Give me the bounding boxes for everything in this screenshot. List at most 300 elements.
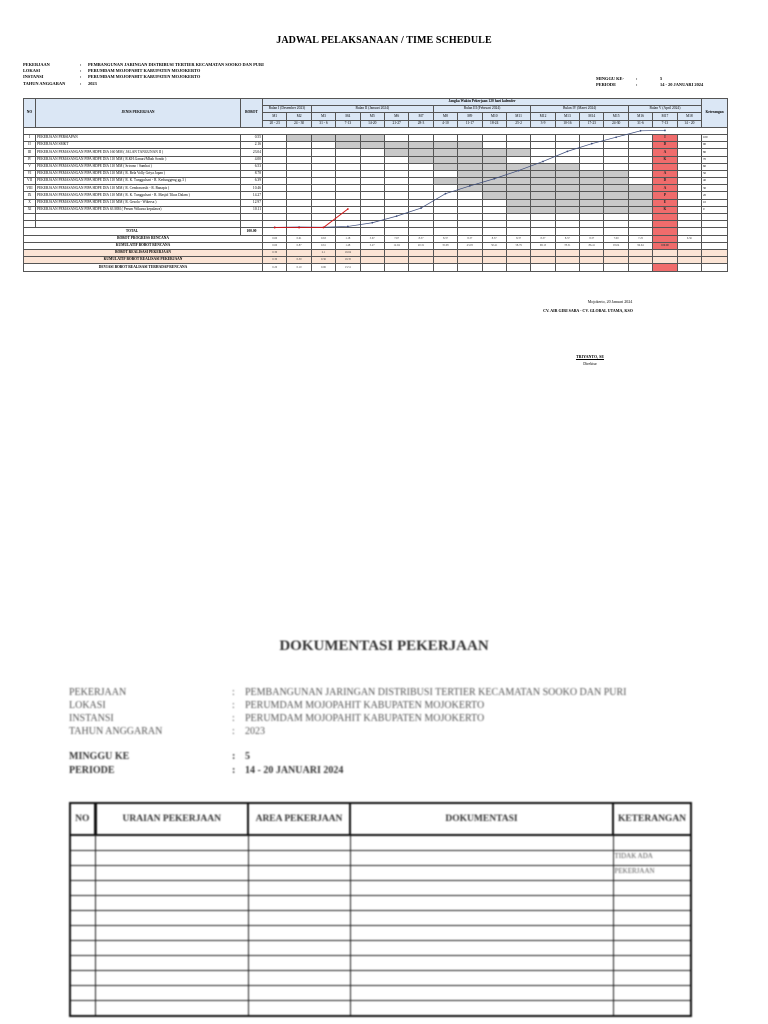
date-header: 31 - 6 xyxy=(311,120,335,127)
week-header: M17 xyxy=(653,113,677,120)
minggu-value: 5 xyxy=(245,751,250,762)
summary-value: 8.37 xyxy=(482,235,506,242)
doc-row xyxy=(70,941,691,956)
week-header: M13 xyxy=(555,113,579,120)
week-header: M5 xyxy=(360,113,384,120)
week-cell xyxy=(506,192,530,199)
summary-value: 20.31 xyxy=(409,242,433,249)
doc-cell xyxy=(95,851,248,866)
summary-value: 0.60 xyxy=(263,235,287,242)
summary-value xyxy=(360,264,384,271)
info-label: INSTANSI xyxy=(23,74,44,80)
empty-cell xyxy=(702,221,728,228)
doc-cell xyxy=(70,911,95,926)
doc-cell xyxy=(350,971,613,986)
week-cell xyxy=(336,192,360,199)
header-row xyxy=(24,99,728,106)
week-cell xyxy=(482,178,506,185)
keterangan-cell: 80 xyxy=(702,149,728,156)
total-week-cell xyxy=(409,228,433,235)
week-header: M14 xyxy=(580,113,604,120)
week-cell xyxy=(263,192,287,199)
empty-cell xyxy=(628,214,652,221)
week-cell xyxy=(604,149,628,156)
summary-value: 78.51 xyxy=(555,242,579,249)
week-cell xyxy=(506,206,530,213)
week-cell xyxy=(433,192,457,199)
summary-row xyxy=(24,257,728,264)
info-sep: : xyxy=(232,687,235,698)
week-cell xyxy=(433,149,457,156)
task-name: PEKERJAAN PEMASANGAN PIPA HDPE DIA 160 MM ( JALAN TANGUNAN II ) xyxy=(36,149,241,156)
summary-ket-cell xyxy=(702,264,728,271)
doc-row xyxy=(70,986,691,1001)
week-cell xyxy=(360,199,384,206)
summary-ket-cell xyxy=(702,242,728,249)
minggu-row xyxy=(69,750,343,764)
week-cell xyxy=(506,185,530,192)
total-week-cell xyxy=(677,228,701,235)
week-header: M15 xyxy=(604,113,628,120)
week-cell xyxy=(506,134,530,141)
empty-cell xyxy=(409,214,433,221)
summary-label: BOBOT REALISASI PEKERJAAN xyxy=(24,249,263,256)
summary-label: BOBOT PROGRESS RENCANA xyxy=(24,235,263,242)
keterangan-cell: 30 xyxy=(702,185,728,192)
week-cell xyxy=(458,170,482,177)
doc-cell xyxy=(350,911,613,926)
status-letter-cell: P xyxy=(653,192,677,199)
info-label: LOKASI xyxy=(23,68,41,74)
doc-keterangan-cell: PEKERJAAN xyxy=(613,866,691,881)
total-week-cell xyxy=(433,228,457,235)
empty-cell xyxy=(241,221,263,228)
week-cell xyxy=(482,199,506,206)
doc-cell xyxy=(95,971,248,986)
doc-row xyxy=(70,956,691,971)
doc-cell xyxy=(95,986,248,1001)
summary-value xyxy=(580,257,604,264)
summary-value: 7.00 xyxy=(604,235,628,242)
week-cell xyxy=(628,178,652,185)
week-cell xyxy=(628,170,652,177)
summary-value: 2.1 xyxy=(311,249,335,256)
week-cell xyxy=(458,199,482,206)
empty-cell xyxy=(384,214,408,221)
week-cell xyxy=(458,149,482,156)
week-cell xyxy=(384,206,408,213)
status-letter-cell: E xyxy=(653,199,677,206)
summary-value xyxy=(604,264,628,271)
summary-value xyxy=(409,249,433,256)
summary-value xyxy=(653,264,677,271)
doc-row xyxy=(70,851,691,866)
task-no: II xyxy=(24,142,36,149)
week-cell xyxy=(482,134,506,141)
summary-value: 35.08 xyxy=(433,242,457,249)
info-value: PERUMDAM MOJOPAHIT KABUPATEN MOJOKERTO xyxy=(88,68,201,74)
week-cell xyxy=(287,156,311,163)
col-no: NO xyxy=(24,99,36,128)
summary-value: 8.37 xyxy=(555,235,579,242)
date-header: 11-17 xyxy=(458,120,482,127)
summary-value: 50.41 xyxy=(482,242,506,249)
summary-value xyxy=(555,257,579,264)
date-header: 3-9 xyxy=(531,120,555,127)
week-cell xyxy=(482,192,506,199)
sign-name: TRIYANTO, SE xyxy=(575,354,604,359)
doc-cell xyxy=(248,881,350,896)
task-row xyxy=(24,142,728,149)
week-cell xyxy=(677,142,701,149)
doc-row xyxy=(70,911,691,926)
summary-value xyxy=(653,235,677,242)
summary-value xyxy=(482,257,506,264)
week-cell xyxy=(482,163,506,170)
empty-cell xyxy=(555,221,579,228)
week-cell xyxy=(458,178,482,185)
week-cell xyxy=(433,142,457,149)
doc-row xyxy=(70,896,691,911)
summary-value: 6.36 xyxy=(677,235,701,242)
task-row xyxy=(24,156,728,163)
week-cell xyxy=(580,185,604,192)
task-no: VIII xyxy=(24,185,36,192)
doc-cell xyxy=(95,881,248,896)
doc-keterangan-cell xyxy=(613,971,691,986)
summary-value: 19.35 xyxy=(336,257,360,264)
task-name: PEKERJAAN PEMASANGAN PIPA HDPE DIA 110 MM ( R. Cendrawasih - R. Banapis ) xyxy=(36,185,241,192)
week-cell xyxy=(580,149,604,156)
week-cell xyxy=(384,163,408,170)
week-cell xyxy=(360,178,384,185)
week-cell xyxy=(287,206,311,213)
week-cell xyxy=(580,170,604,177)
summary-ket-cell xyxy=(702,235,728,242)
info-sep: : xyxy=(80,62,82,67)
doc-cell xyxy=(70,926,95,941)
task-name: PEKERJAAN PERSIAPAN xyxy=(36,134,241,141)
week-cell xyxy=(360,142,384,149)
doc-col-area: AREA PEKERJAAN xyxy=(248,803,350,835)
date-header: 17-23 xyxy=(580,120,604,127)
keterangan-cell: 50 xyxy=(702,170,728,177)
week-cell xyxy=(628,142,652,149)
doc-keterangan-cell xyxy=(613,956,691,971)
summary-value: 0.30 xyxy=(287,257,311,264)
summary-value: 8.37 xyxy=(580,235,604,242)
task-no: V xyxy=(24,163,36,170)
task-no: III xyxy=(24,149,36,156)
empty-cell xyxy=(24,214,36,221)
task-name: PEKERJAAN PEMASANGAN PIPA HDPE DIA 110 MM ( R. K. Tunggulsari - R. Masjid Tikus Dalam ) xyxy=(36,192,241,199)
empty-cell xyxy=(433,221,457,228)
week-cell xyxy=(384,142,408,149)
summary-value xyxy=(506,249,530,256)
week-cell xyxy=(311,192,335,199)
doc-cell xyxy=(350,926,613,941)
week-cell xyxy=(433,170,457,177)
week-cell xyxy=(677,156,701,163)
week-cell xyxy=(409,178,433,185)
total-week-cell xyxy=(263,228,287,235)
summary-value xyxy=(531,257,555,264)
week-cell xyxy=(458,142,482,149)
week-cell xyxy=(384,134,408,141)
week-cell xyxy=(580,163,604,170)
total-week-cell xyxy=(580,228,604,235)
empty-cell xyxy=(506,214,530,221)
keterangan-cell: 70 xyxy=(702,156,728,163)
week-cell xyxy=(458,156,482,163)
summary-value xyxy=(677,249,701,256)
summary-value: 0.20 xyxy=(263,264,287,271)
summary-value: 99.64 xyxy=(628,242,652,249)
week-cell xyxy=(555,185,579,192)
week-cell xyxy=(409,142,433,149)
week-cell xyxy=(531,142,555,149)
task-row xyxy=(24,149,728,156)
date-header: 31-6 xyxy=(628,120,652,127)
week-cell xyxy=(628,163,652,170)
summary-value: 0.10 xyxy=(287,264,311,271)
summary-value: 0.61 xyxy=(287,235,311,242)
total-week-cell xyxy=(506,228,530,235)
doc-cell xyxy=(350,986,613,1001)
week-cell xyxy=(506,142,530,149)
week-cell xyxy=(580,206,604,213)
week-cell xyxy=(604,178,628,185)
week-cell xyxy=(336,178,360,185)
summary-value xyxy=(506,257,530,264)
doc-cell xyxy=(350,941,613,956)
documentation-page xyxy=(0,600,768,1024)
summary-value xyxy=(458,257,482,264)
week-cell xyxy=(336,199,360,206)
week-cell xyxy=(336,170,360,177)
empty-cell xyxy=(604,221,628,228)
info-value: PEMBANGUNAN JARINGAN DISTRIBUSI TERTIER KECAMATAN SOOKO DAN PURI xyxy=(88,62,264,67)
week-header: M9 xyxy=(458,113,482,120)
period-row xyxy=(596,82,703,88)
week-cell xyxy=(360,156,384,163)
empty-row xyxy=(24,214,728,221)
date-header: 28-3 xyxy=(409,120,433,127)
week-header: M8 xyxy=(433,113,457,120)
week-header: M1 xyxy=(263,113,287,120)
week-cell xyxy=(287,178,311,185)
summary-value xyxy=(458,249,482,256)
doc-cell xyxy=(248,896,350,911)
task-no: IX xyxy=(24,192,36,199)
col-bobot: BOBOT xyxy=(241,99,263,128)
empty-cell xyxy=(580,221,604,228)
summary-value xyxy=(628,257,652,264)
minggu-sep: : xyxy=(232,751,236,762)
doc-cell xyxy=(70,835,95,851)
summary-value: 0.63 xyxy=(311,235,335,242)
doc-cell xyxy=(70,851,95,866)
summary-value: 8.37 xyxy=(458,235,482,242)
empty-row xyxy=(24,221,728,228)
doc-cell xyxy=(95,896,248,911)
week-cell xyxy=(311,206,335,213)
summary-value: 86.41 xyxy=(580,242,604,249)
doc-cell xyxy=(95,911,248,926)
doc-row xyxy=(70,866,691,881)
total-label: TOTAL xyxy=(24,228,241,235)
task-row xyxy=(24,192,728,199)
total-week-cell xyxy=(628,228,652,235)
doc-cell xyxy=(95,1001,248,1017)
week-cell xyxy=(580,178,604,185)
empty-cell xyxy=(263,221,287,228)
date-header: 18-24 xyxy=(482,120,506,127)
week-cell xyxy=(384,149,408,156)
empty-cell xyxy=(458,214,482,221)
week-cell xyxy=(263,149,287,156)
doc-header-row xyxy=(70,803,691,835)
month-header: Bulan II (Januari 2024) xyxy=(311,106,433,113)
summary-value xyxy=(433,264,457,271)
info-value: PERUMDAM MOJOPAHIT KABUPATEN MOJOKERTO xyxy=(245,700,485,711)
doc-col-keterangan: KETERANGAN xyxy=(613,803,691,835)
status-letter-cell: D xyxy=(653,142,677,149)
week-cell xyxy=(555,134,579,141)
doc-keterangan-cell xyxy=(613,911,691,926)
summary-ket-cell xyxy=(702,249,728,256)
total-row xyxy=(24,228,728,235)
week-cell xyxy=(384,170,408,177)
task-row xyxy=(24,163,728,170)
spacer-row xyxy=(24,127,728,134)
summary-value: 0.06 xyxy=(311,264,335,271)
summary-value xyxy=(628,264,652,271)
summary-value: 1.18 xyxy=(336,235,360,242)
doc-cell xyxy=(248,941,350,956)
period-sep: : xyxy=(636,82,638,88)
week-cell xyxy=(677,149,701,156)
week-cell xyxy=(604,156,628,163)
week-cell xyxy=(384,178,408,185)
summary-value: 8.37 xyxy=(433,235,457,242)
doc-cell xyxy=(70,956,95,971)
doc-cell xyxy=(95,956,248,971)
doc-cell xyxy=(95,941,248,956)
week-cell xyxy=(263,178,287,185)
week-cell xyxy=(677,163,701,170)
task-bobot: 0.55 xyxy=(241,134,263,141)
week-cell xyxy=(433,178,457,185)
week-header: M6 xyxy=(384,113,408,120)
week-header: M3 xyxy=(311,113,335,120)
minggu-label: MINGGU KE xyxy=(69,751,130,762)
schedule-title: JADWAL PELAKSANAAN / TIME SCHEDULE xyxy=(276,35,492,46)
period-value: 14 - 20 JANUARI 2024 xyxy=(660,82,704,88)
summary-value xyxy=(653,257,677,264)
week-cell xyxy=(384,192,408,199)
summary-ket-cell xyxy=(702,257,728,264)
task-bobot: 8.78 xyxy=(241,170,263,177)
week-cell xyxy=(263,142,287,149)
week-cell xyxy=(384,156,408,163)
status-letter-cell: K xyxy=(653,156,677,163)
doc-cell xyxy=(95,835,248,851)
doc-keterangan-cell xyxy=(613,881,691,896)
doc-row xyxy=(70,1001,691,1017)
week-cell xyxy=(677,134,701,141)
week-cell xyxy=(506,149,530,156)
doc-cell xyxy=(248,911,350,926)
week-cell xyxy=(287,142,311,149)
total-week-cell xyxy=(384,228,408,235)
empty-cell xyxy=(531,221,555,228)
week-cell xyxy=(531,192,555,199)
empty-cell xyxy=(677,214,701,221)
info-label: TAHUN ANGGARAN xyxy=(69,726,163,737)
empty-cell xyxy=(24,221,36,228)
month-header: Bulan V (April 2024) xyxy=(628,106,701,113)
summary-value: 8.37 xyxy=(409,235,433,242)
doc-cell xyxy=(350,851,613,866)
week-cell xyxy=(604,206,628,213)
week-cell xyxy=(433,206,457,213)
week-cell xyxy=(555,199,579,206)
info-row xyxy=(69,686,626,699)
doc-keterangan-cell: TIDAK ADA xyxy=(613,851,691,866)
week-cell xyxy=(628,199,652,206)
task-no: VI xyxy=(24,170,36,177)
empty-cell xyxy=(311,214,335,221)
week-cell xyxy=(580,134,604,141)
task-bobot: 10.11 xyxy=(241,206,263,213)
doc-row xyxy=(70,971,691,986)
doc-cell xyxy=(70,986,95,1001)
summary-value: 0.87 xyxy=(287,242,311,249)
task-bobot: 2.16 xyxy=(241,142,263,149)
week-cell xyxy=(677,192,701,199)
doc-row xyxy=(70,926,691,941)
keterangan-cell: 40 xyxy=(702,178,728,185)
week-cell xyxy=(628,185,652,192)
info-label: LOKASI xyxy=(69,700,106,711)
week-cell xyxy=(604,185,628,192)
summary-value: 0.30 xyxy=(263,249,287,256)
task-bobot: 6.53 xyxy=(241,163,263,170)
summary-value xyxy=(531,264,555,271)
week-cell xyxy=(677,170,701,177)
doc-cell xyxy=(95,926,248,941)
periode-row xyxy=(69,764,343,778)
summary-value xyxy=(580,249,604,256)
week-cell xyxy=(360,170,384,177)
week-cell xyxy=(604,199,628,206)
empty-cell xyxy=(336,221,360,228)
week-cell xyxy=(580,192,604,199)
task-name: PEKERJAAN PEMASANGAN PIPA HDPE DIA 110 MM ( R. Bela Volly Griya Japan ) xyxy=(36,170,241,177)
info-sep: : xyxy=(80,74,82,80)
week-cell xyxy=(580,156,604,163)
info-row xyxy=(69,712,626,725)
week-cell xyxy=(409,156,433,163)
summary-value: 58.79 xyxy=(506,242,530,249)
week-cell xyxy=(482,142,506,149)
week-cell xyxy=(628,156,652,163)
total-ket-cell xyxy=(702,228,728,235)
week-cell xyxy=(677,185,701,192)
week-cell xyxy=(531,178,555,185)
summary-value: 7.25 xyxy=(628,235,652,242)
